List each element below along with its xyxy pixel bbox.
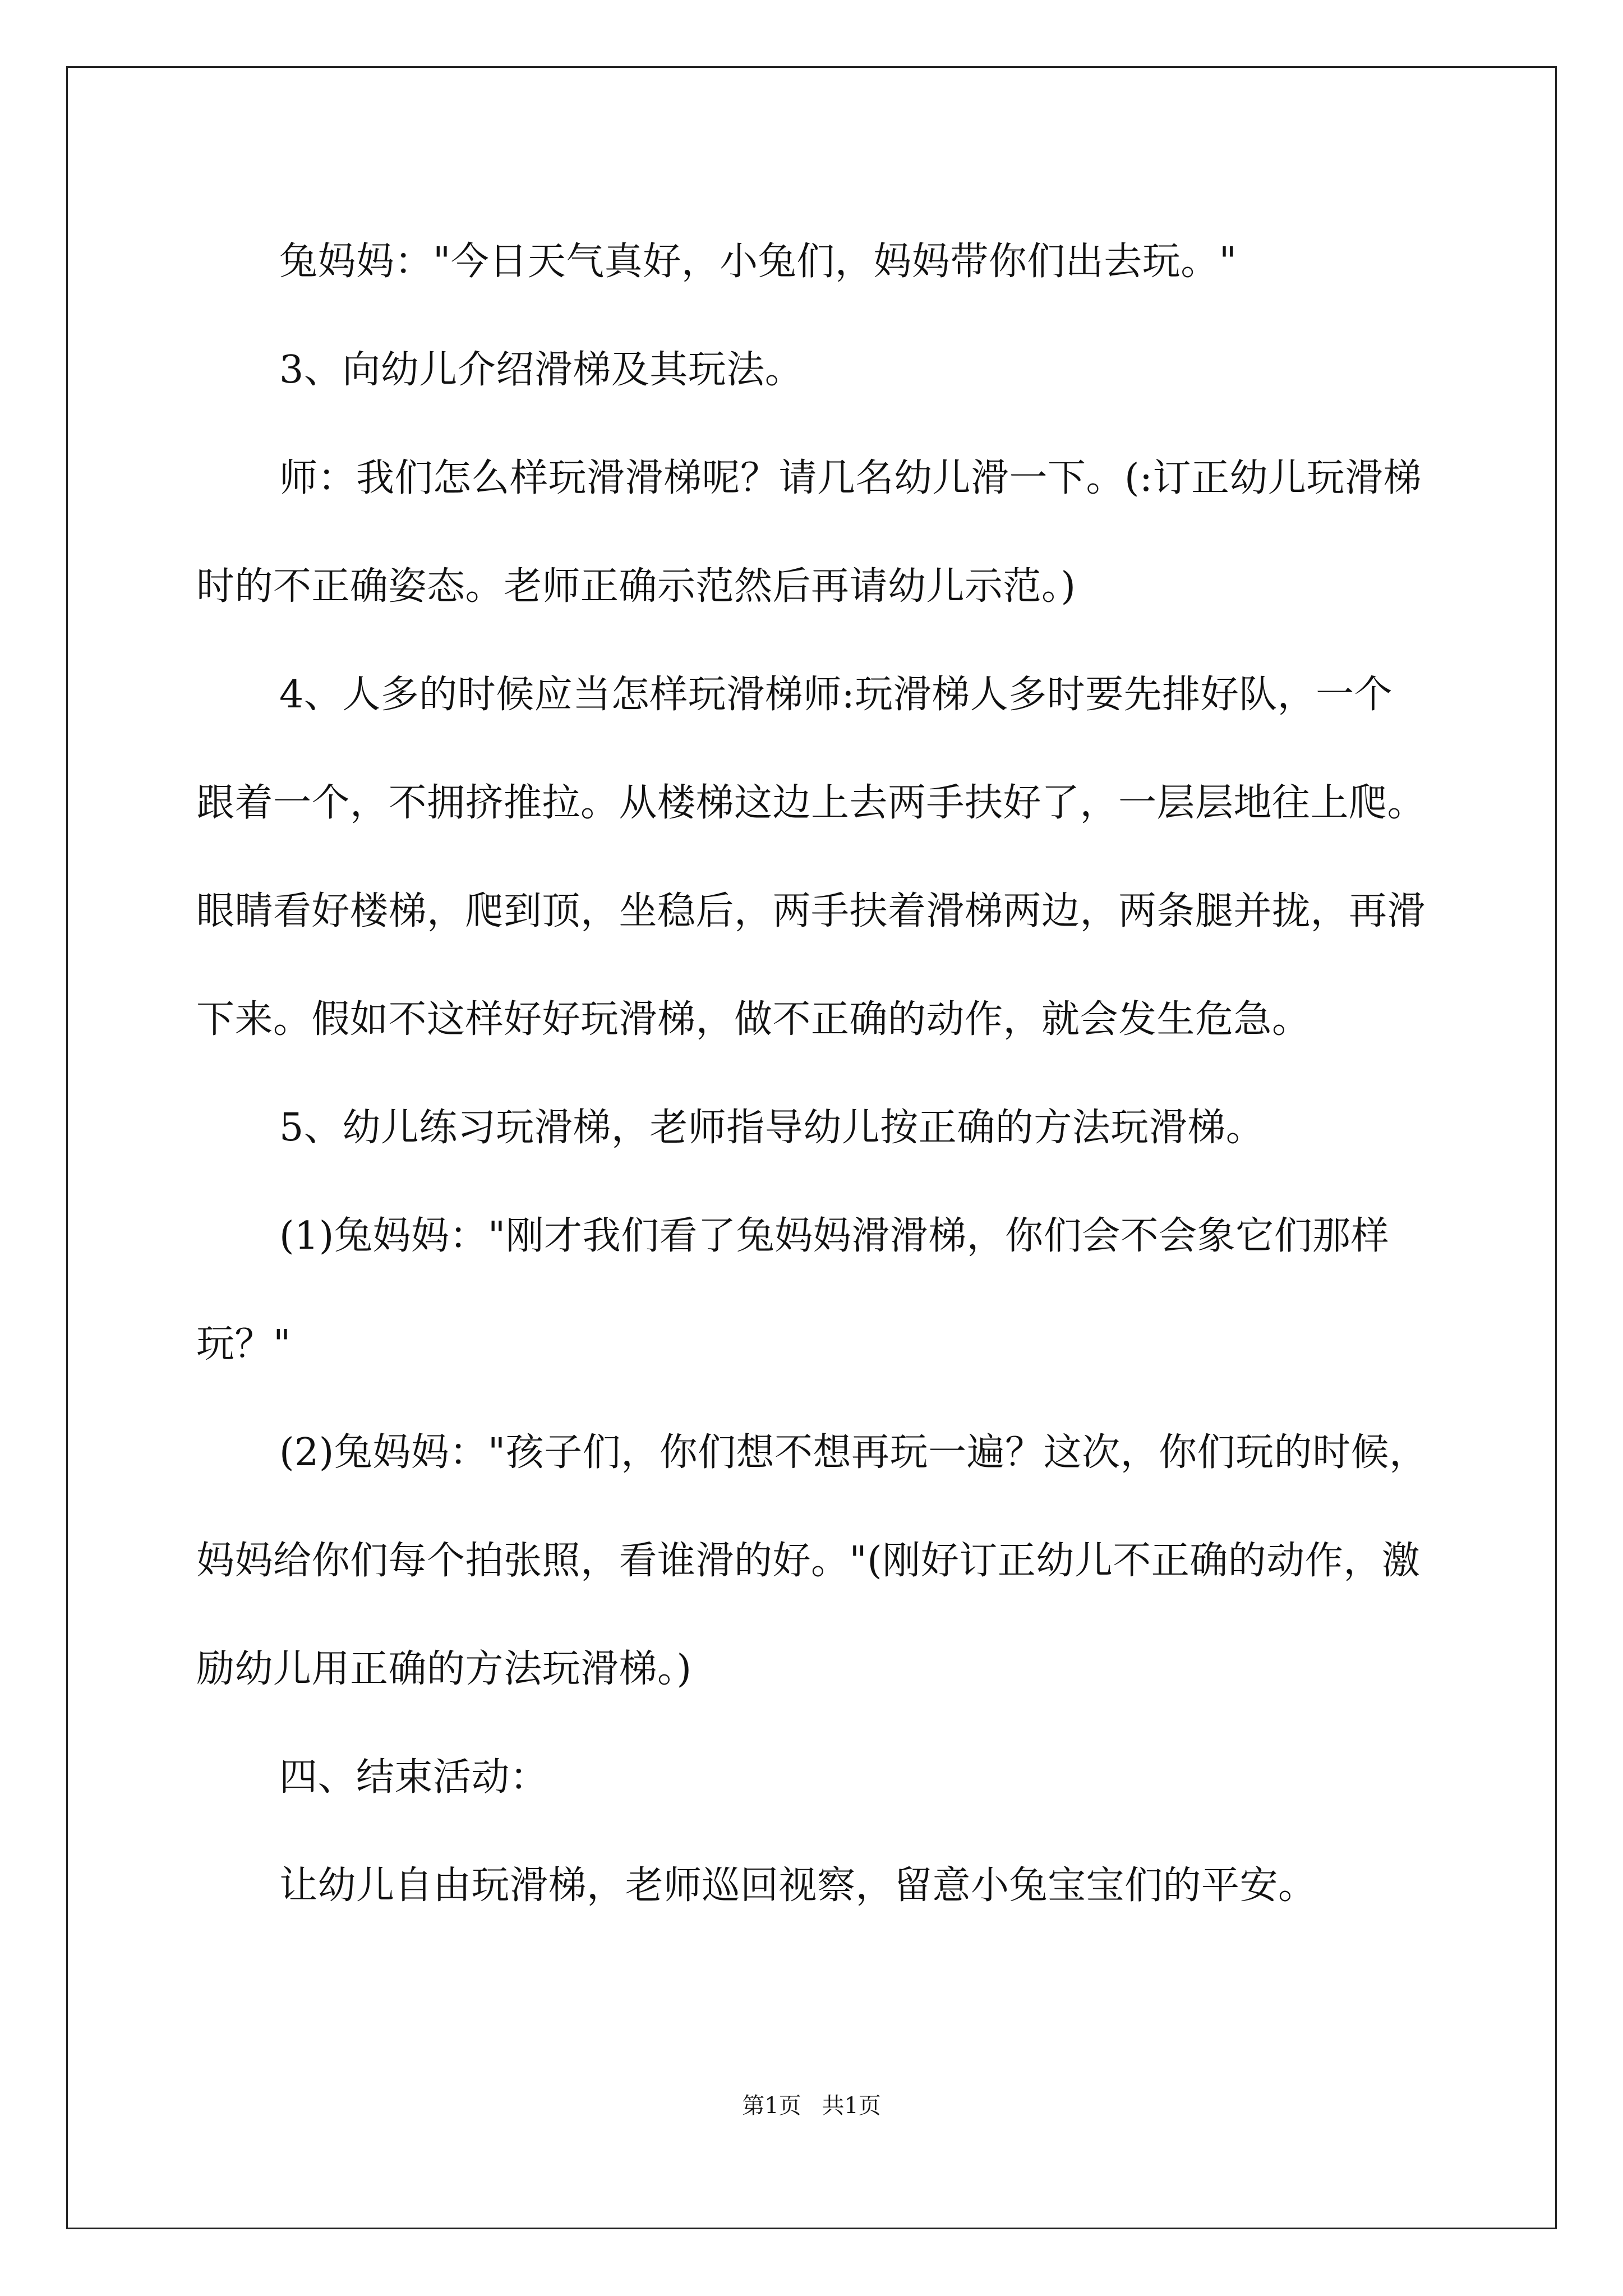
page-footer <box>0 2088 1623 2120</box>
page-number-current: 第1页 <box>742 2093 801 2119</box>
paragraph: 4、人多的时候应当怎样玩滑梯师:玩滑梯人多时要先排好队，一个跟着一个，不拥挤推拉。从楼梯这边上去两手扶好了，一层层地往上爬。眼睛看好楼梯，爬到顶，坐稳后，两手扶着滑梯两边，两条腿并拢，再滑下来。假如不这样好好玩滑梯，做不正确的动作，就会发生危急。 <box>196 673 1426 1042</box>
paragraph: 3、向幼儿介绍滑梯及其玩法。 <box>279 348 804 392</box>
paragraph: (2)兔妈妈："孩子们，你们想不想再玩一遍？这次，你们玩的时候，妈妈给你们每个拍张照，看谁滑的好。"(刚好订正幼儿不正确的动作，激励幼儿用正确的方法玩滑梯。) <box>196 1430 1428 1691</box>
paragraph: 四、结束活动： <box>279 1755 548 1800</box>
document-body <box>196 208 1430 1940</box>
paragraph: 师：我们怎么样玩滑滑梯呢？请几名幼儿滑一下。(:订正幼儿玩滑梯时的不正确姿态。老师正确示范然后再请幼儿示范。) <box>196 456 1422 609</box>
paragraph: 让幼儿自由玩滑梯，老师巡回视察，留意小兔宝宝们的平安。 <box>279 1864 1317 1908</box>
page-number-total: 共1页 <box>822 2093 881 2119</box>
paragraph: 5、幼儿练习玩滑梯，老师指导幼儿按正确的方法玩滑梯。 <box>279 1106 1265 1150</box>
paragraph: 兔妈妈："今日天气真好，小兔们，妈妈带你们出去玩。" <box>279 240 1237 284</box>
paragraph: (1)兔妈妈："刚才我们看了兔妈妈滑滑梯，你们会不会象它们那样玩？" <box>196 1214 1390 1366</box>
